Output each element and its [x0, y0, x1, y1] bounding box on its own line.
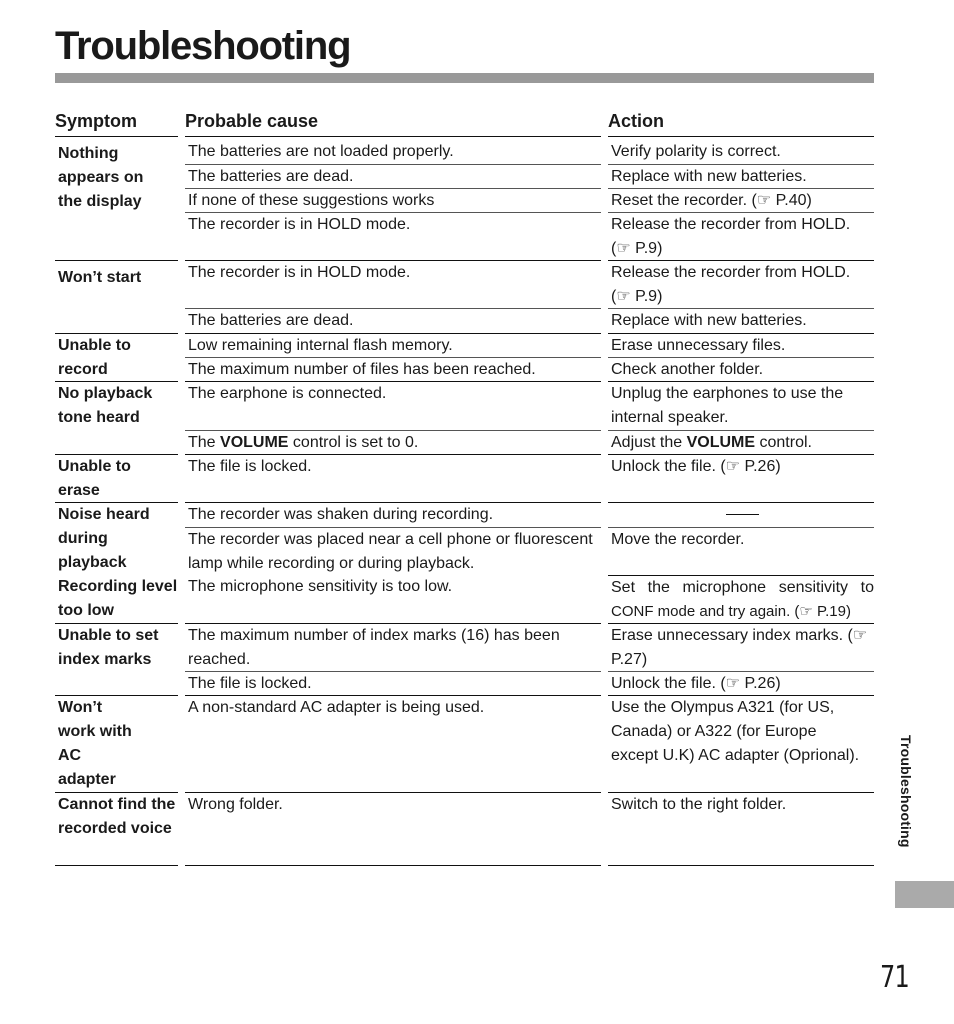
table-group — [0, 575, 954, 623]
page-title: Troubleshooting — [55, 24, 351, 68]
cause-cell: The recorder was placed near a cell phone or fluorescent lamp while recording or during playback. — [185, 527, 601, 575]
action-cell: Replace with new batteries. — [608, 308, 874, 333]
symptom-cell: Nothing appears on the display — [55, 136, 178, 260]
action-cell: Release the recorder from HOLD. (☞ P.9) — [608, 260, 874, 308]
page-number: 71 — [880, 960, 909, 995]
table-group — [0, 695, 954, 792]
cause-cell: If none of these suggestions works — [185, 188, 601, 212]
action-cell — [608, 575, 874, 623]
action-cell: Move the recorder. — [608, 527, 874, 575]
header-action: Action — [608, 111, 664, 131]
table-group — [0, 502, 954, 575]
action-text: Set the microphone sensitivity to — [611, 579, 874, 596]
cause-cell: Low remaining internal flash memory. — [185, 333, 601, 357]
action-cell: Check another folder. — [608, 357, 874, 381]
action-cell — [608, 502, 874, 527]
cause-cell: The batteries are dead. — [185, 308, 601, 333]
table-group — [0, 333, 954, 381]
cause-cell: The recorder is in HOLD mode. — [185, 212, 601, 260]
table-group — [0, 623, 954, 695]
action-cell: Erase unnecessary index marks. (☞ P.27) — [608, 623, 874, 671]
rule-symptom — [55, 865, 178, 867]
action-text: Adjust the — [611, 434, 687, 451]
action-cell: Switch to the right folder. — [608, 792, 874, 865]
action-cell: Verify polarity is correct. — [608, 136, 874, 164]
cause-cell: The file is locked. — [185, 454, 601, 502]
table-group — [0, 454, 954, 502]
action-cell — [608, 430, 874, 454]
header-probable-cause: Probable cause — [185, 111, 319, 131]
header-symptom: Symptom — [55, 111, 138, 131]
symptom-cell: No playback tone heard — [55, 381, 178, 454]
cause-cell: The recorder is in HOLD mode. — [185, 260, 601, 308]
side-section-label: Troubleshooting — [898, 735, 914, 848]
action-cell: Unplug the earphones to use the internal speaker. — [608, 381, 874, 430]
action-text: CONF mode and try again. (☞ P.19) — [611, 603, 851, 620]
title-rule — [55, 73, 874, 83]
troubleshooting-table — [0, 136, 954, 867]
volume-label: VOLUME — [220, 434, 289, 451]
symptom-cell: Unable to set index marks — [55, 623, 178, 695]
cause-cell: The batteries are dead. — [185, 164, 601, 188]
volume-label: VOLUME — [686, 434, 756, 451]
symptom-cell: Recording level too low — [58, 578, 178, 619]
action-text: control. — [755, 434, 812, 451]
symptom-cell: Unable to erase — [55, 454, 178, 502]
action-cell: Unlock the file. (☞ P.26) — [608, 671, 874, 695]
cause-cell: The batteries are not loaded properly. — [185, 136, 601, 164]
cause-text: The — [188, 434, 221, 451]
side-tab-marker — [895, 881, 954, 908]
action-cell: Reset the recorder. (☞ P.40) — [608, 188, 874, 212]
action-cell: Replace with new batteries. — [608, 164, 874, 188]
cause-cell: The maximum number of files has been reached. — [185, 357, 601, 381]
action-cell: Unlock the file. (☞ P.26) — [608, 454, 874, 502]
cause-cell: The maximum number of index marks (16) has been reached. — [185, 623, 601, 671]
table-group — [0, 260, 954, 333]
cause-text: control is set to 0. — [288, 434, 419, 451]
cause-cell: The recorder was shaken during recording. — [185, 502, 601, 527]
cause-cell: The microphone sensitivity is too low. — [188, 578, 453, 595]
rule-cause — [185, 865, 601, 867]
rule-action — [608, 865, 874, 867]
cause-cell — [185, 430, 601, 454]
table-group — [0, 381, 954, 454]
cause-cell: The earphone is connected. — [185, 381, 601, 430]
symptom-cell: Unable to record — [55, 333, 178, 381]
action-cell: Release the recorder from HOLD. (☞ P.9) — [608, 212, 874, 260]
action-cell: Use the Olympus A321 (for US, Canada) or A322 (for Europe except U.K) AC adapter (Oprional). — [608, 695, 874, 792]
table-group — [0, 792, 954, 865]
table-group — [0, 136, 954, 260]
cause-cell: A non-standard AC adapter is being used. — [185, 695, 601, 792]
action-cell: Erase unnecessary files. — [608, 333, 874, 357]
cause-cell: The file is locked. — [185, 671, 601, 695]
table-bottom-rule — [0, 865, 954, 867]
cause-cell: Wrong folder. — [185, 792, 601, 865]
not-applicable-dash — [726, 514, 759, 515]
symptom-cell: Noise heard during playback — [55, 502, 178, 575]
symptom-cell: Cannot find the recorded voice — [55, 792, 178, 865]
symptom-cell: Won’t start — [55, 260, 178, 333]
symptom-cell: Won’t work with AC adapter — [55, 695, 178, 792]
